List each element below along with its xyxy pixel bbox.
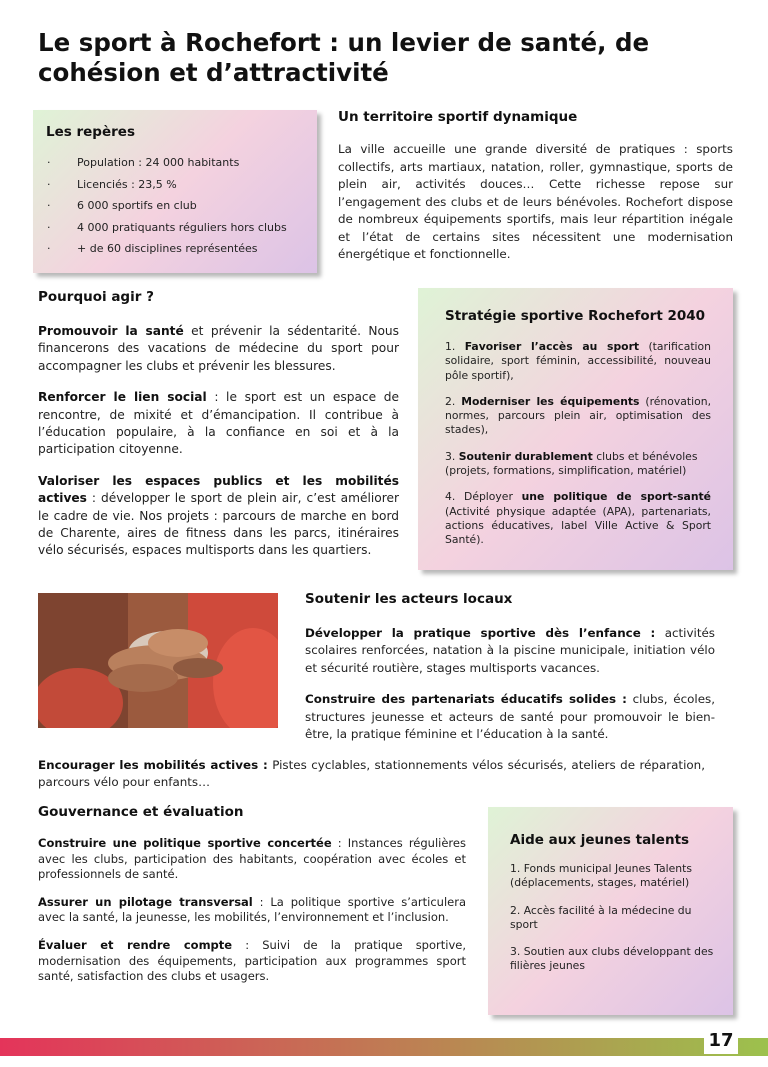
list-item: · Licenciés : 23,5 % — [47, 177, 177, 191]
strategie-item: 2. Moderniser les équipements (rénovation, normes, parcours plein air, optimisation des stades), — [445, 394, 711, 437]
acteurs-title: Soutenir les acteurs locaux — [305, 591, 513, 607]
strategie-card — [418, 288, 733, 570]
strategie-item: 1. Favoriser l’accès au sport (tarification solidaire, sport féminin, accessibilité, nouveau pôle sportif), — [445, 340, 711, 382]
acteurs-paragraph: Développer la pratique sportive dès l’enfance : activités scolaires renforcées, natation à la piscine municipale, initiation vélo et sécurité routière, stages multisports vacances. — [305, 626, 715, 675]
strategie-title: Stratégie sportive Rochefort 2040 — [445, 308, 706, 324]
reperes-title: Les repères — [46, 124, 135, 140]
list-item: · Population : 24 000 habitants — [47, 156, 240, 169]
territoire-title: Un territoire sportif dynamique — [338, 109, 578, 125]
acteurs-paragraph: Construire des partenariats éducatifs solides : clubs, écoles, structures jeunesse et acteurs de santé pour promouvoir le bien-être, la pratique féminine et l’éducation à la santé. — [305, 692, 715, 742]
strategie-item: 4. Déployer une politique de sport-santé (Activité physique adaptée (APA), partenariats, actions éducatives, label Ville Active & Sport Santé). — [445, 490, 711, 547]
gouvernance-paragraph: Évaluer et rendre compte : Suivi de la pratique sportive, modernisation des équipements, participation aux programmes sport santé, satisfaction des clubs et usagers. — [38, 937, 466, 984]
footer-bar — [0, 1038, 768, 1056]
pourquoi-paragraph: Promouvoir la santé et prévenir la sédentarité. Nous financerons des vacations de médecine du sport pour accompagner les clubs et prévenir les blessures. — [38, 324, 399, 373]
reperes-list — [46, 152, 317, 260]
mobilites-paragraph: Encourager les mobilités actives : Pistes cyclables, stationnements vélos sécurisés, ateliers de réparation, parcours vélo pour enfants… — [38, 758, 705, 790]
hands-illustration — [38, 593, 278, 728]
acteurs-section — [305, 591, 715, 757]
strategie-item: 3. Soutenir durablement clubs et bénévoles (projets, formations, simplification, matériel) — [445, 449, 698, 478]
gouvernance-paragraph: Construire une politique sportive concertée : Instances régulières avec les clubs, participation des habitants, coopération avec écoles et professionnels de santé. — [38, 836, 466, 882]
page-number: 17 — [704, 1028, 738, 1054]
reperes-card — [33, 110, 317, 273]
list-item: · 4 000 pratiquants réguliers hors clubs — [47, 220, 287, 234]
gouvernance-section — [38, 804, 466, 985]
pourquoi-section — [38, 289, 399, 574]
list-item: · + de 60 disciplines représentées — [47, 242, 258, 255]
jeunes-title: Aide aux jeunes talents — [510, 832, 690, 848]
gouvernance-paragraph: Assurer un pilotage transversal : La politique sportive s’articulera avec la santé, la jeunesse, les mobilités, l’environnement et l’inclusion. — [38, 894, 467, 925]
territoire-section — [338, 109, 733, 264]
list-item: · 6 000 sportifs en club — [47, 199, 197, 212]
list-item: 2. Accès facilité à la médecine du sport — [510, 903, 692, 931]
pourquoi-title: Pourquoi agir ? — [38, 289, 154, 305]
pourquoi-paragraph: Valoriser les espaces publics et les mobilités actives : développer le sport de plein air, c’est améliorer le cadre de vie. Nos projets : parcours de marche en bord de Charente, aires de fitness dans les parcs, itinéraires vélo sécurisés, espaces multisports dans les quartiers. — [38, 473, 399, 558]
list-item: 1. Fonds municipal Jeunes Talents (déplacements, stages, matériel) — [510, 862, 692, 890]
page-title: Le sport à Rochefort : un levier de santé, de cohésion et d’attractivité — [38, 28, 650, 87]
gouvernance-title: Gouvernance et évaluation — [38, 804, 244, 820]
hands-photo — [38, 593, 278, 728]
jeunes-card — [488, 807, 733, 1015]
territoire-text: La ville accueille une grande diversité de pratiques : sports collectifs, arts martiaux, natation, roller, gymnastique, sports de plein air, activités douces… Cette richesse repose sur l’engagement des clubs et de leurs bénévoles. Rochefort dispose de nombreux équipements sportifs, mais leur répartition inégale et l’état de certains sites nécessitent une modernisation énergétique et fonctionnelle. — [338, 142, 733, 261]
list-item: 3. Soutien aux clubs développant des filières jeunes — [510, 945, 714, 973]
pourquoi-paragraph: Renforcer le lien social : le sport est un espace de rencontre, de mixité et d’émancipation. Il contribue à l’éducation populaire, à la confiance en soi et à la participation citoyenne. — [38, 390, 399, 457]
